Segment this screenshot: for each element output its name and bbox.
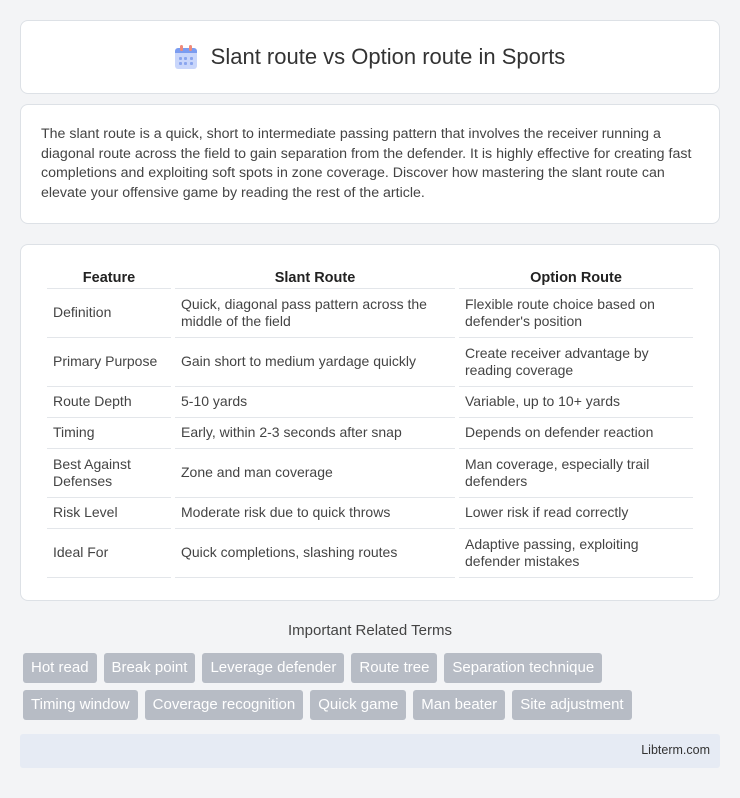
tag-man-beater[interactable]: Man beater: [413, 690, 505, 720]
footer-site-link[interactable]: Libterm.com: [641, 743, 710, 757]
table-cell: Variable, up to 10+ yards: [459, 387, 693, 418]
tag-leverage-defender[interactable]: Leverage defender: [202, 653, 344, 683]
tag-route-tree[interactable]: Route tree: [351, 653, 437, 683]
table-row: [47, 529, 693, 578]
table-cell: Primary Purpose: [47, 338, 171, 387]
table-cell: Route Depth: [47, 387, 171, 418]
table-cell: Lower risk if read correctly: [459, 498, 693, 529]
table-row: [47, 338, 693, 387]
table-row: [47, 418, 693, 449]
table-cell: Zone and man coverage: [175, 449, 455, 498]
table-row: [47, 498, 693, 529]
table-cell: Ideal For: [47, 529, 171, 578]
table-cell: Man coverage, especially trail defenders: [459, 449, 693, 498]
table-cell: 5-10 yards: [175, 387, 455, 418]
table-cell: Risk Level: [47, 498, 171, 529]
table-cell: Adaptive passing, exploiting defender mistakes: [459, 529, 693, 578]
table-cell: Create receiver advantage by reading coverage: [459, 338, 693, 387]
table-cell: Definition: [47, 289, 171, 338]
tag-site-adjustment[interactable]: Site adjustment: [512, 690, 631, 720]
intro-card: [20, 104, 720, 224]
intro-text: The slant route is a quick, short to intermediate passing pattern that involves the receiver running a diagonal route across the field to gain separation from the defender. It is highly effective for creating fast completions and exploiting soft spots in zone coverage. Discover how mastering the slant route can elevate your offensive game by reading the rest of the article.: [41, 126, 692, 201]
table-row: [47, 387, 693, 418]
comparison-table: [43, 265, 697, 578]
table-cell: Early, within 2-3 seconds after snap: [175, 418, 455, 449]
header-slant-route: Slant Route: [175, 265, 455, 289]
table-cell: Depends on defender reaction: [459, 418, 693, 449]
page-title: Slant route vs Option route in Sports: [210, 44, 566, 69]
header-card: [20, 20, 720, 94]
table-cell: Flexible route choice based on defender's position: [459, 289, 693, 338]
table-row: [47, 449, 693, 498]
tag-break-point[interactable]: Break point: [104, 653, 196, 683]
tag-separation-technique[interactable]: Separation technique: [444, 653, 602, 683]
table-row: [47, 289, 693, 338]
table-cell: Quick, diagonal pass pattern across the middle of the field: [175, 289, 455, 338]
table-cell: Best Against Defenses: [47, 449, 171, 498]
table-cell: Quick completions, slashing routes: [175, 529, 455, 578]
related-terms-tags: [23, 653, 723, 720]
calendar-icon: [175, 45, 197, 69]
table-cell: Moderate risk due to quick throws: [175, 498, 455, 529]
header-feature: Feature: [47, 265, 171, 289]
comparison-table-card: [20, 244, 720, 601]
table-cell: Gain short to medium yardage quickly: [175, 338, 455, 387]
tag-hot-read[interactable]: Hot read: [23, 653, 97, 683]
tag-timing-window[interactable]: Timing window: [23, 690, 138, 720]
tag-coverage-recognition[interactable]: Coverage recognition: [145, 690, 304, 720]
title-wrap: [175, 44, 566, 70]
header-option-route: Option Route: [459, 265, 693, 289]
tag-quick-game[interactable]: Quick game: [310, 690, 406, 720]
footer: [20, 734, 720, 768]
related-terms-title: Important Related Terms: [288, 622, 452, 639]
table-cell: Timing: [47, 418, 171, 449]
table-header-row: [47, 265, 693, 289]
